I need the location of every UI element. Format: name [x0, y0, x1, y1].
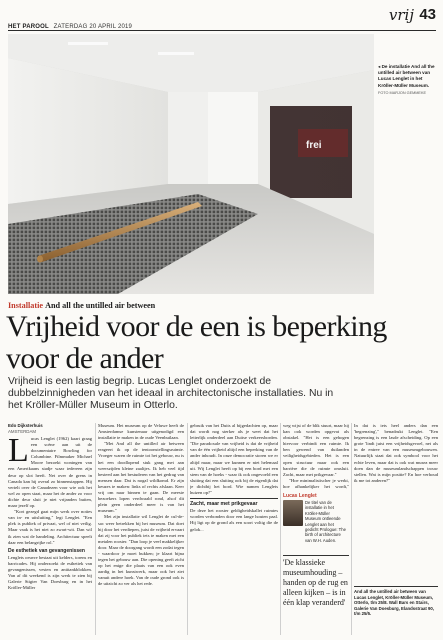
subheading: Zacht, maar met prikgevaar: [190, 498, 278, 507]
paragraph: Lenglets oeuvre bestaat uit kelders, torens en barricades. Hij onderzoekt de esthetiek van gevangenissen, vesten en antitankblokken. Van af dit weekend is zijn werk te zien bij Galerie Stigter Van Doesburg en in het Kröller-Müller: [8, 554, 92, 591]
article-column-3: [190, 423, 278, 636]
pull-quote: 'De klassieke museumhouding – handen op de rug en alleen kijken – is in één klap veranderd': [283, 555, 349, 608]
dateline: AMSTERDAM: [8, 428, 37, 434]
masthead: [8, 4, 436, 30]
column-rule: [351, 423, 352, 635]
profile-header: Lucas Lenglet: [283, 493, 317, 499]
page-number: 43: [419, 6, 436, 23]
caption-arrow-icon: ◂: [378, 64, 381, 69]
installation-photo: [8, 34, 374, 294]
article-column-1: [8, 436, 92, 636]
paragraph: "Kort gezegd gaat mijn werk over noties van in- en uitsluiting," legt Lenglet. "Een plek is publiek of privaat, wel of niet veilig. Maar vaak is het niet zo zwart-wit. Dan wil ik zien wat de handeling. Architectuur speelt daar een belangrijke rol.": [8, 509, 92, 545]
article-column-5: [354, 423, 438, 583]
photo-caption: [378, 64, 438, 96]
paragraph: De deze het rooster geldigheidskallet ruimtes worden verbonden door een lange houten paal. Hij ligt op de grond als een soort voltig die de gelok...: [190, 508, 278, 532]
profile-text: De titel van de installatie in het Kröller-Müller Museum ontleende Lenglet aan het gedicht Prologue: The birth of architecture van W.H. Auden.: [305, 500, 346, 543]
section-name: vrij: [388, 6, 414, 24]
sign-text: frei: [306, 140, 322, 151]
drop-cap: L: [8, 436, 29, 469]
issue-date: ZATERDAG 20 APRIL 2019: [53, 24, 133, 30]
exhibition-info: And all the untilled air between van Lucas Lenglet, Kröller-Müller Museum, Otterlo, t/m 25/8. Wall Bars en Stairs, Galerie Van Doesburg, Elandsstraat 90, t/m 25/5.: [354, 586, 438, 617]
paragraph: "Hoe minimalistischer je werkt, hoe afhankelijker het wordt,": [283, 477, 349, 489]
photo-illustration: [8, 34, 374, 294]
subheading: De esthetiek van gevangenissen: [8, 547, 85, 554]
column-rule: [280, 423, 281, 635]
photo-credit: FOTO MARJON GEMMEKE: [378, 90, 427, 95]
paragraph: ucas Lenglet (1962) kaart graag een scène aan uit de documentaire Bowling for Columbine. Filmmaker Michael Moore bezoekt woningen van een Amerikaans stadje waar iedereen zijn deur op slot heeft. Net over de grens in Canada kan hij overal zo binnenstappen. Hij vertelt over de Canadezen voor wie ook het wel zo open staat, maar het de ander zo voor dichte deur sluit je niet vrijanden buiten, maar jezelf op.: [8, 436, 92, 509]
paragraph: In dat is iets heel anders dan een 'begrenzing'," benadrukt Lenglet. "Een begrenzing is een lasde afscheiding. Op een grote 'lindt juist een vrijheidsgevoel, net als in de entree van een museumgebouwen. Natuurlijk staat dat ook symbool voor het echte leven, maar dat is ook wat musea meer doen dan de museumlandschappen trouw stellen. Wat is mijn positie? En hoe verhoud ik me tot anderen?": [354, 423, 438, 483]
masthead-rule: [8, 30, 436, 31]
portrait-image: [283, 500, 303, 526]
kicker-label: Installatie: [8, 301, 44, 310]
paragraph: Met zijn installatie wil Lenglet de cul-de-sac weer betrekken bij het museum. Dat doet hij door het verdiepen, juist de vrijheid ervaart dat zij voor het publiek iets te maken met een metalen rooster. "Dan loop je veel makkelijker door. Maar de doorgang wordt een zodat tegen - waardoor je moet bukken; je klaart bijna tegen het gebouw aan. Die opening geeft zicht op het enige die plaats van een ook even aardig in het kunstwerk, maar ook het ziet vanuit andere hoek. Van de oude grond ook is de uitzicht zo ver als het rede.: [98, 514, 184, 587]
kicker-title: And all the untilled air between: [45, 301, 156, 310]
kicker: [8, 301, 155, 310]
paragraph: gebruik van het Duits al bijgedachten op, maar dat wordt nog sterker als je weet dat het letterlijk onderdeel aan Duitse verkeersborden. "Die paradoxale van vrijheid is dat de vrijheid van de één vrijheid altijd een beperking van de ander inhoudt. In onze democratie storen we er altijd maar, maar we kunnen er niet helemaal uit. Wij Lenglet heeft op bij een bord met een stem van de hoeks - waar ik ook ongevoeld een sluiting dat een sluiting ook bij de eigenlijk dat je dichtbij het bord. Wie namen Lenglets huizen op?": [190, 423, 278, 496]
caption-text: De installatie And all the untilled air between van Lucas Lenglet in het Kröller-Müller Museum.: [378, 64, 435, 88]
article-column-2: [98, 423, 184, 636]
profile-box: [283, 493, 347, 553]
paragraph: Museum. Het museum op de Veluwe heeft de Amsterdamse kunstenaar uitgenodigd een installatie te maken in de oude Veenbuilaan.: [98, 423, 184, 441]
paragraph: weg wijst of de blik stuurt, maar hij kan ook worden opgevat als obstakel. "Het is een gehogen hiervoor verbindt een ruimte. Ik ben gewend van duilanden veiligheidsgebieden. Het is een open structuur maar ook een barrière die de ruimte omsluit. Zacht, maar met prikgevaar.": [283, 423, 349, 477]
author-name: Edo Dijksterhuis: [8, 423, 43, 428]
article-column-4: [283, 423, 349, 491]
headline: Vrijheid voor de een is beperking voor de ander: [6, 310, 387, 375]
paper-name: HET PAROOL: [8, 24, 49, 30]
column-rule: [95, 423, 96, 635]
column-rule: [187, 423, 188, 635]
paragraph: "Met And all the untilled air between reageert ik op de tentoonstellingsruimte. Vroeger waren de ruimte tot het gebouw, nu is het een doodlopend stuk gang met aan weerszijden kleine zaaltjes. Ik heb veel tijd besteed aan het bestuderen van het gedrag van mensen daar. Dat is nogal wildkomd. Er zijn keuzes te maken: links of rechts afslaan. Keer vrij om naar binnen te gaan. De meeste bezoekers lopen verdwaald rond, alsof dit plein geen onderdeel meer is van het museum.": [98, 441, 184, 514]
lede: Vrijheid is een lastig begrip. Lucas Lenglet onderzoekt de dubbelzinnigheden van het ideaal in architectonische installaties. Nu in het Kröller-Müller Museum in Otterlo.: [8, 376, 334, 411]
byline: [8, 423, 43, 434]
